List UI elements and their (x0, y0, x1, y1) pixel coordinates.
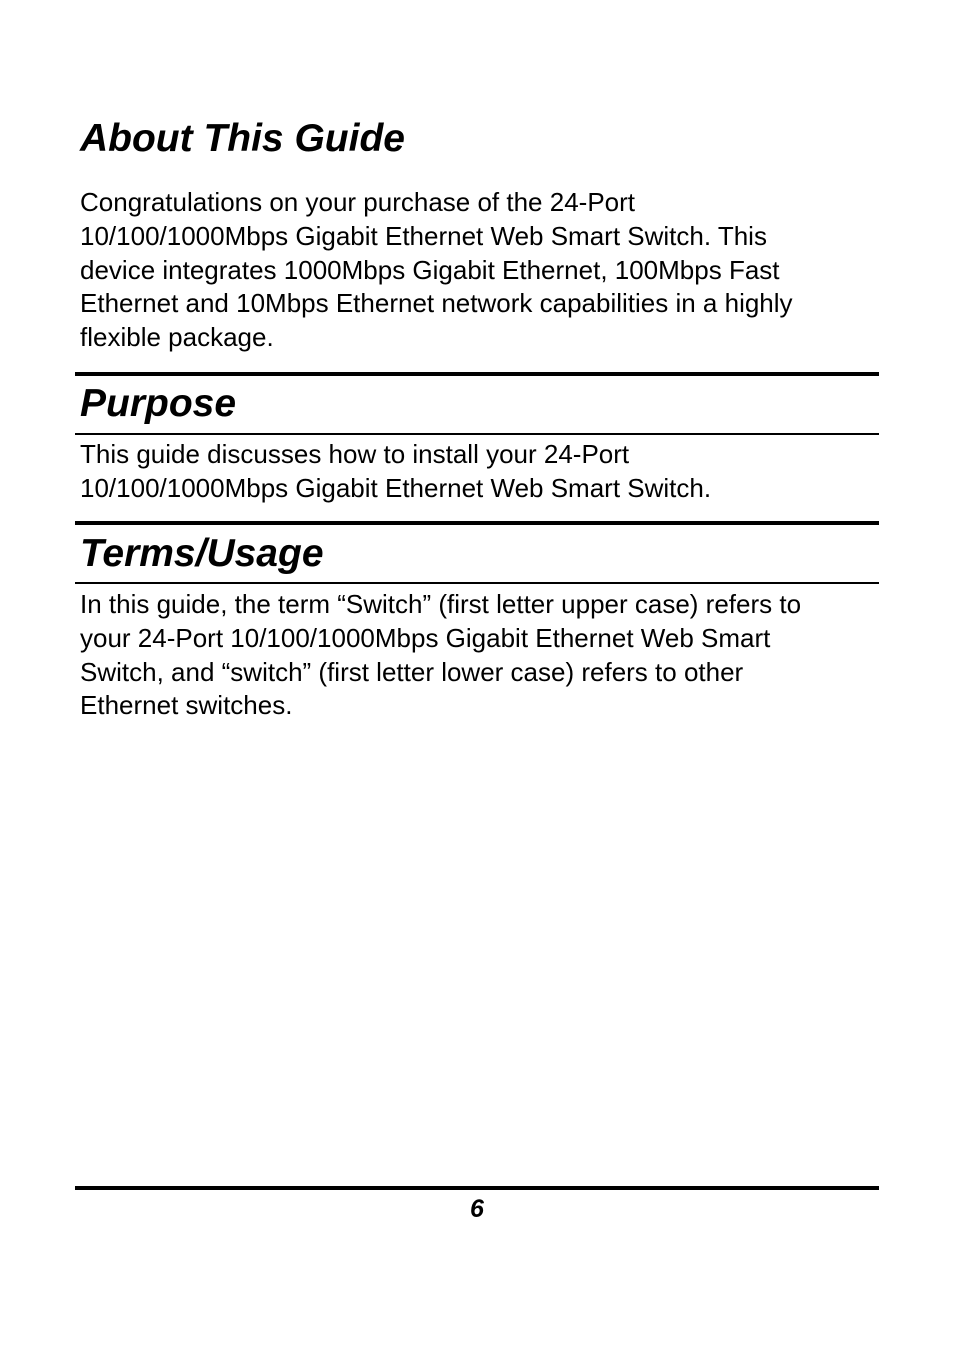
footer-divider (75, 1186, 879, 1190)
section-divider-top-terms (75, 521, 879, 525)
section-divider-top-purpose (75, 372, 879, 376)
page-title: About This Guide (80, 117, 405, 160)
section-body-purpose: This guide discusses how to install your 24-Port 10/100/1000Mbps Gigabit Ethernet Web Smart Switch. (80, 439, 712, 503)
intro-paragraph: Congratulations on your purchase of the 24-Port 10/100/1000Mbps Gigabit Ethernet Web Smart Switch. This device integrates 1000Mbps Gigabit Ethernet, 100Mbps Fast Ethernet and 10Mbps Ethernet network capabilities in a highly flexible package. (80, 187, 793, 353)
section-divider-bottom-terms (75, 582, 879, 584)
section-heading-purpose: Purpose (80, 382, 237, 425)
section-divider-bottom-purpose (75, 433, 879, 435)
page-number: 6 (470, 1195, 484, 1223)
section-body-terms: In this guide, the term “Switch” (first letter upper case) refers to your 24-Port 10/100/1000Mbps Gigabit Ethernet Web Smart Switch, and “switch” (first letter lower case) refers to other Ethernet switches. (80, 589, 802, 721)
section-heading-terms: Terms/Usage (80, 532, 324, 575)
